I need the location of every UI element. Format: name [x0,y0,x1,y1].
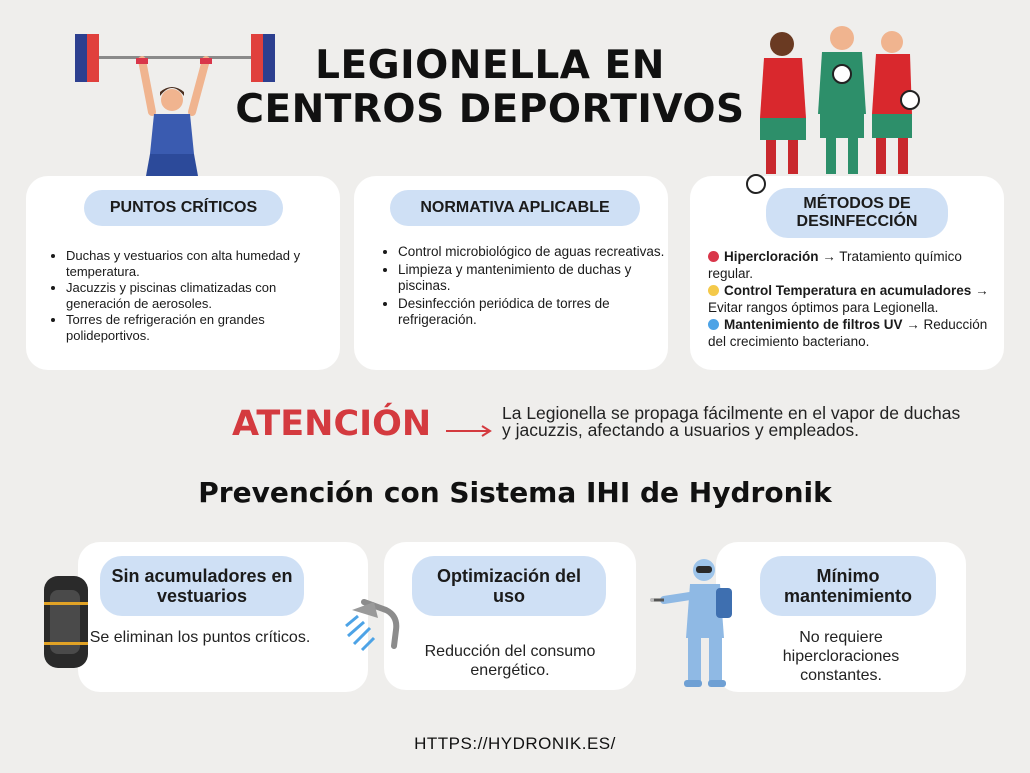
methods-list [708,248,996,350]
block-heading: Optimización del uso [412,556,606,616]
blue-dot-icon [708,319,719,330]
method-hipercloracion [708,248,996,282]
soccer-players-illustration [742,22,942,198]
method-temperatura [708,282,996,316]
prevention-title: Prevención con Sistema IHI de Hydronik [198,476,832,509]
block-heading: Sin acumuladores en vestuarios [100,556,304,616]
card-heading: PUNTOS CRÍTICOS [84,190,283,226]
block-minimo-mantenimiento [716,542,966,692]
card-heading: MÉTODOS DE DESINFECCIÓN [766,188,948,238]
water-tank-illustration [38,572,96,672]
red-dot-icon [708,251,719,262]
method-name: Mantenimiento de filtros UV [724,317,903,332]
list-item: • Limpieza y mantenimiento de duchas y piscinas. [398,262,674,295]
card-heading: NORMATIVA APLICABLE [390,190,640,226]
card-metodos [690,176,1004,370]
list-item: • Control microbiológico de aguas recreativas. [398,244,674,261]
method-uv [708,316,996,350]
list-item: • Jacuzzis y piscinas climatizadas con generación de aerosoles. [66,280,336,311]
method-desc: → Reducción del crecimiento bacteriano. [708,317,988,349]
method-name: Control Temperatura en acumuladores [724,283,972,298]
critical-points-list [48,248,336,344]
method-desc: → Tratamiento químico regular. [708,249,962,281]
list-item: • Duchas y vestuarios con alta humedad y temperatura. [66,248,336,279]
card-puntos-criticos [26,176,340,370]
block-text: Reducción del consumo energético. [424,643,596,679]
card-normativa [354,176,668,370]
attention-label: ATENCIÓN [232,404,432,444]
block-sin-acumuladores [78,542,368,692]
title-line-1: LEGIONELLA EN [315,43,665,88]
block-text: Se eliminan los puntos críticos. [89,629,311,646]
shower-head-illustration [340,596,406,656]
disinfection-worker-illustration [650,556,740,690]
page-title [220,44,760,132]
list-item: • Torres de refrigeración en grandes polideportivos. [66,312,336,343]
footer-url[interactable]: HTTPS://HYDRONIK.ES/ [414,734,616,753]
method-desc: → Evitar rangos óptimos para Legionella. [708,283,989,315]
block-optimizacion [384,542,636,690]
method-name: Hipercloración [724,249,819,264]
arrow-right-icon [446,424,494,438]
yellow-dot-icon [708,285,719,296]
attention-text: La Legionella se propaga fácilmente en el vapor de duchas y jacuzzis, afectando a usuarios y empleados. [502,403,961,440]
block-text: No requiere hipercloraciones constantes. [782,629,900,684]
block-heading: Mínimo mantenimiento [760,556,936,616]
list-item: • Desinfección periódica de torres de refrigeración. [398,296,674,329]
title-line-2: CENTROS DEPORTIVOS [235,87,745,132]
normativa-list [380,244,674,330]
